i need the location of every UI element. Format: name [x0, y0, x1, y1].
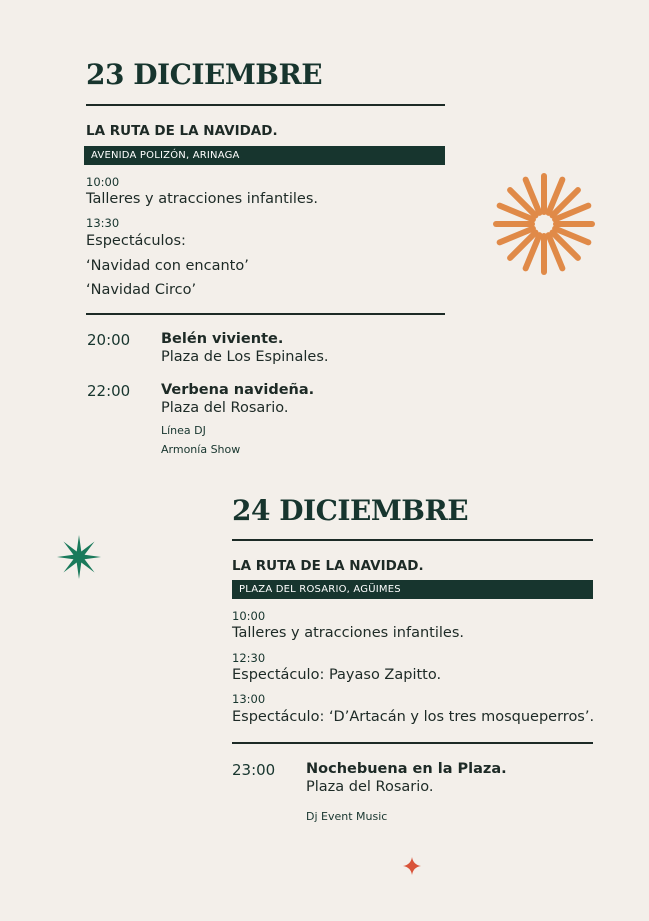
schedule-time: 10:00: [86, 175, 120, 189]
event-place: Plaza de Los Espinales.: [161, 349, 329, 365]
event-place: Plaza del Rosario.: [161, 400, 289, 416]
four-point-star-icon: [402, 856, 422, 876]
schedule-time: 13:30: [86, 216, 120, 230]
divider: [86, 104, 445, 106]
event-title: Nochebuena en la Plaza.: [306, 761, 507, 777]
schedule-text: ‘Navidad con encanto’: [86, 258, 249, 274]
event-extra: Armonía Show: [161, 443, 241, 456]
day-title-23: 23 DICIEMBRE: [86, 58, 323, 91]
schedule-text: Espectáculos:: [86, 233, 186, 249]
schedule-text: ‘Navidad Circo’: [86, 282, 197, 298]
day-title-24: 24 DICIEMBRE: [232, 494, 469, 527]
divider: [232, 539, 593, 541]
event-extra: Dj Event Music: [306, 810, 388, 823]
divider: [86, 313, 445, 315]
schedule-time: 13:00: [232, 692, 266, 706]
burst-icon: [490, 171, 598, 277]
route-title: LA RUTA DE LA NAVIDAD.: [232, 558, 424, 574]
event-title: Belén viviente.: [161, 331, 284, 347]
event-place: Plaza del Rosario.: [306, 779, 434, 795]
schedule-text: Espectáculo: ‘D’Artacán y los tres mosqueperros’.: [232, 709, 595, 725]
route-title: LA RUTA DE LA NAVIDAD.: [86, 123, 278, 139]
event-time: 20:00: [87, 331, 131, 349]
location-bar: AVENIDA POLIZÓN, ARINAGA: [84, 146, 445, 165]
event-title: Verbena navideña.: [161, 382, 315, 398]
schedule-text: Espectáculo: Payaso Zapitto.: [232, 667, 442, 683]
schedule-text: Talleres y atracciones infantiles.: [232, 625, 464, 641]
eight-point-star-icon: [55, 533, 103, 581]
schedule-time: 12:30: [232, 651, 266, 665]
location-bar: PLAZA DEL ROSARIO, AGÜIMES: [232, 580, 593, 599]
event-time: 22:00: [87, 382, 131, 400]
event-time: 23:00: [232, 761, 276, 779]
divider: [232, 742, 593, 744]
schedule-time: 10:00: [232, 609, 266, 623]
event-extra: Línea DJ: [161, 424, 206, 437]
schedule-text: Talleres y atracciones infantiles.: [86, 191, 318, 207]
